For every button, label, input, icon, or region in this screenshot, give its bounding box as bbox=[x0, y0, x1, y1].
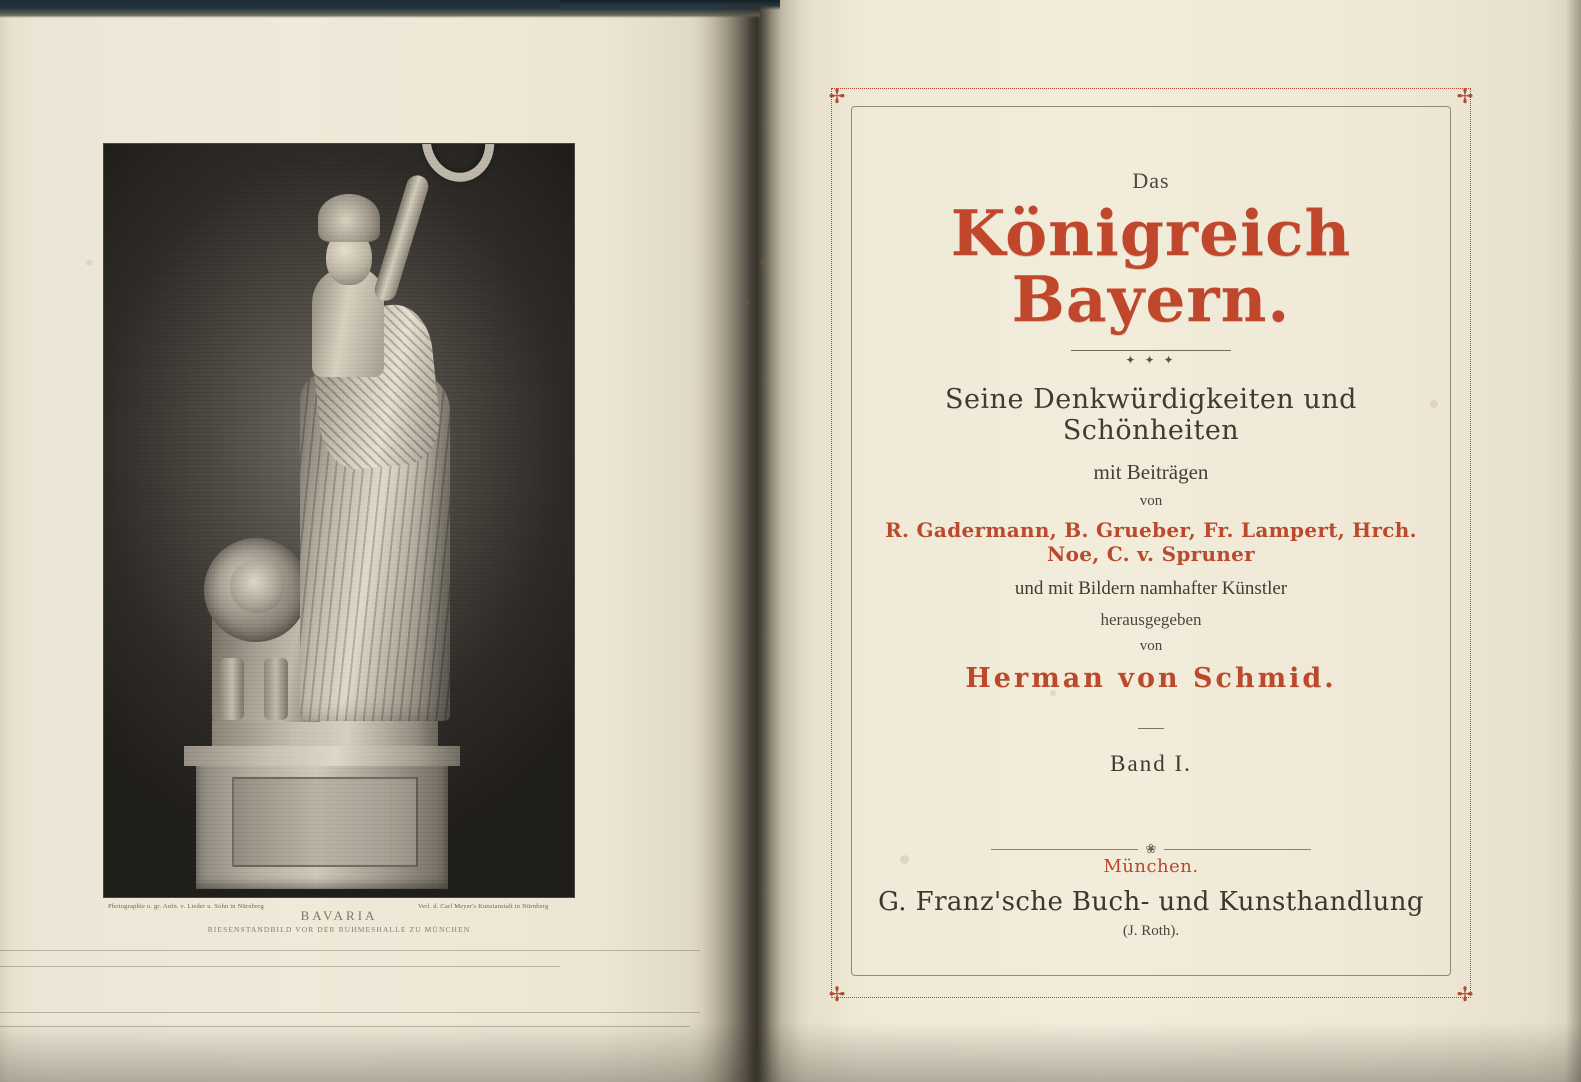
contributors-list: R. Gadermann, B. Grueber, Fr. Lampert, Hrch. Noe, C. v. Spruner bbox=[885, 518, 1417, 567]
corner-ornament-icon: ✢ bbox=[828, 86, 846, 108]
frontispiece-plate bbox=[103, 143, 575, 898]
plate-credit-right: Verl. d. Carl Meyer's Kunstanstalt in Nürnberg bbox=[418, 903, 549, 910]
illustrators-note: und mit Bildern namhafter Künstler bbox=[1014, 578, 1288, 600]
by-label-2: von bbox=[1139, 638, 1163, 655]
title-block bbox=[866, 168, 1436, 857]
by-label: von bbox=[1139, 493, 1163, 510]
left-leaf-rule-2 bbox=[0, 966, 560, 967]
divider-rule bbox=[1138, 728, 1164, 729]
lion-head bbox=[230, 561, 284, 613]
edited-label: herausgegeben bbox=[1100, 610, 1202, 630]
title-article: Das bbox=[1132, 168, 1170, 193]
bavaria-raised-arm bbox=[372, 173, 431, 304]
volume-label: Band I. bbox=[1110, 751, 1192, 777]
plate-subtitle: RIESENSTANDBILD VOR DER RUHMESHALLE ZU MÜNCHEN bbox=[207, 925, 471, 934]
top-edge-shadow-secondary bbox=[560, 0, 780, 10]
pedestal-cap bbox=[184, 746, 460, 766]
editor-name: Herman von Schmid. bbox=[965, 663, 1337, 695]
contributions-label: mit Beiträgen bbox=[1093, 460, 1209, 485]
left-leaf-rule-3 bbox=[0, 1012, 700, 1013]
plate-credit-left: Photographie u. gr. Aufn. v. Lieder u. Sohn in Nürnberg bbox=[108, 903, 264, 910]
lion-foreleg-left bbox=[220, 658, 244, 720]
pedestal-panel bbox=[232, 777, 418, 867]
right-edge-shadow bbox=[1565, 0, 1581, 1082]
subtitle: Seine Denkwürdigkeiten und Schönheiten bbox=[945, 384, 1357, 447]
corner-ornament-icon: ✢ bbox=[1456, 86, 1474, 108]
bavaria-headdress bbox=[318, 194, 380, 242]
corner-ornament-icon: ✢ bbox=[828, 984, 846, 1006]
publication-city: München. bbox=[1103, 856, 1199, 877]
flower-ornament-icon: ❀ bbox=[1145, 841, 1157, 857]
publisher-note: (J. Roth). bbox=[1122, 923, 1180, 939]
publisher-name: G. Franz'sche Buch- und Kunsthandlung bbox=[878, 887, 1424, 917]
corner-ornament-icon: ✢ bbox=[1456, 984, 1474, 1006]
imprint-block bbox=[866, 856, 1436, 940]
engraving-image bbox=[103, 143, 575, 898]
main-title: Königreich Bayern. bbox=[950, 196, 1352, 337]
divider-bar-left bbox=[991, 849, 1138, 850]
plate-title: BAVARIA bbox=[300, 908, 378, 923]
bottom-edge-shadow bbox=[0, 1022, 1581, 1082]
title-ornament-rule: ✦ ✦ ✦ bbox=[1071, 350, 1231, 368]
title-page bbox=[826, 78, 1476, 1006]
divider-bar-right bbox=[1164, 849, 1311, 850]
left-leaf-rule-1 bbox=[0, 950, 700, 951]
statue-plinth bbox=[212, 720, 438, 746]
imprint-divider bbox=[991, 841, 1311, 857]
left-leaf-rule-4 bbox=[0, 1026, 690, 1027]
lion-foreleg-right bbox=[264, 658, 288, 720]
